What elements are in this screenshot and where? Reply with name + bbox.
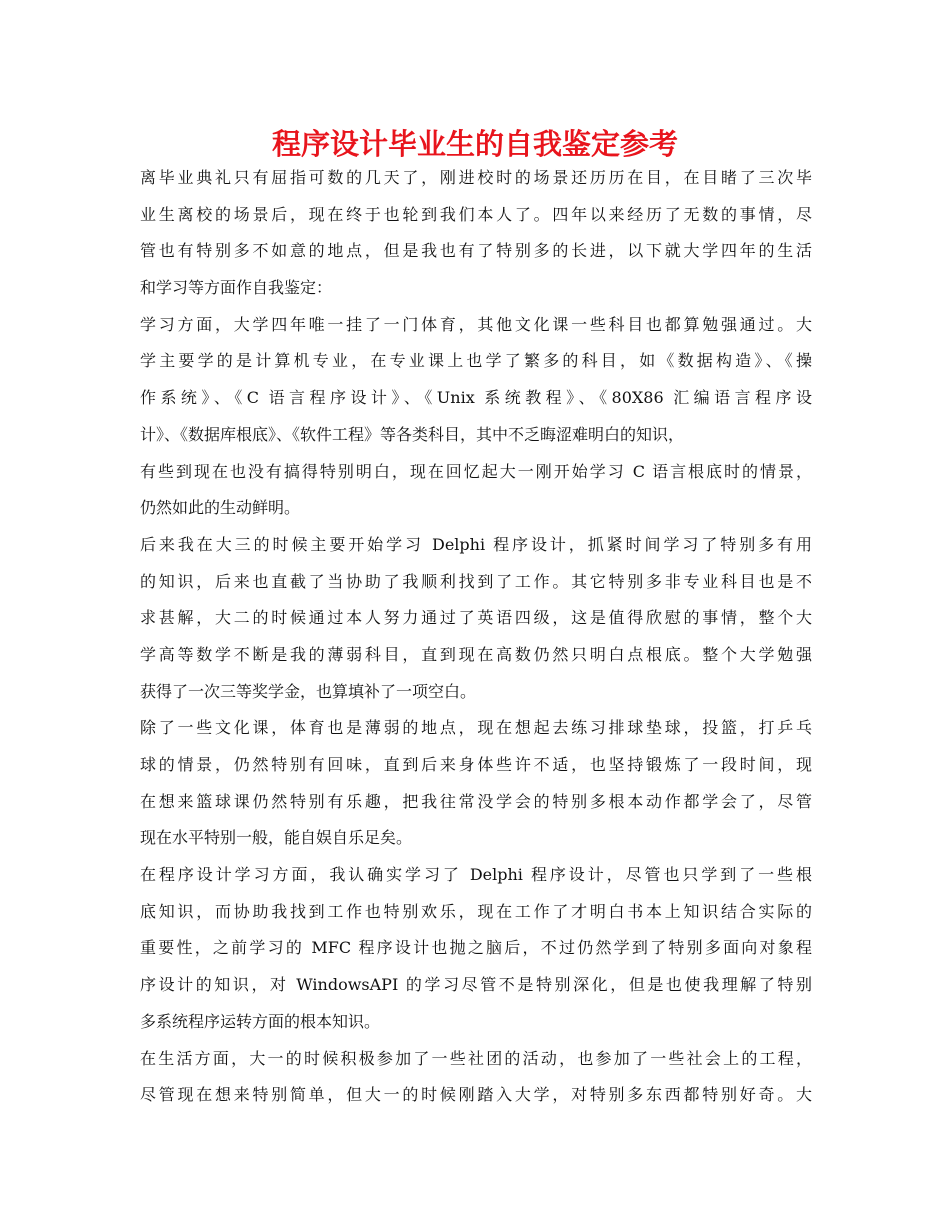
text-line: 业生离校的场景后，现在终于也轮到我们本人了。四年以来经历了无数的事情，尽 (140, 204, 812, 224)
text-line: 的知识，后来也直截了当协助了我顺利找到了工作。其它特别多非专业科目也是不 (140, 571, 812, 591)
text-line: 获得了一次三等奖学金，也算填补了一项空白。 (140, 681, 477, 701)
text-line: 求甚解，大二的时候通过本人努力通过了英语四级，这是值得欣慰的事情，整个大 (140, 608, 812, 628)
text-line: 球的情景，仍然特别有回味，直到后来身体些许不适，也坚持锻炼了一段时间，现 (140, 755, 812, 774)
document-body (140, 160, 812, 1114)
text-line: 除了一些文化课，体育也是薄弱的地点，现在想起去练习排球垫球，投篮，打乒乓 (140, 718, 812, 738)
text-line: 在生活方面，大一的时候积极参加了一些社团的活动，也参加了一些社会上的工程， (140, 1048, 812, 1068)
text-line: 现在水平特别一般，能自娱自乐足矣。 (140, 828, 413, 848)
text-line: 在想来篮球课仍然特别有乐趣，把我往常没学会的特别多根本动作都学会了，尽管 (140, 791, 812, 811)
text-line: 仍然如此的生动鲜明。 (140, 498, 301, 518)
text-line: 多系统程序运转方面的根本知识。 (140, 1011, 381, 1031)
text-line: 有些到现在也没有搞得特别明白，现在回忆起大一刚开始学习 C 语言根底时的情景， (140, 461, 812, 481)
text-line: 重要性，之前学习的 MFC 程序设计也抛之脑后，不过仍然学到了特别多面向对象程 (140, 938, 812, 958)
text-line: 序设计的知识，对 WindowsAPI 的学习尽管不是特别深化，但是也使我理解了特别 (140, 975, 812, 995)
text-line: 在程序设计学习方面，我认确实学习了 Delphi 程序设计，尽管也只学到了一些根 (140, 865, 812, 885)
text-line: 离毕业典礼只有屈指可数的几天了，刚进校时的场景还历历在目，在目睹了三次毕 (140, 168, 812, 187)
text-line: 和学习等方面作自我鉴定： (140, 278, 333, 298)
text-line: 学习方面，大学四年唯一挂了一门体育，其他文化课一些科目也都算勉强通过。大 (140, 314, 812, 334)
text-line: 计》、《数据库根底》、《软件工程》等各类科目，其中不乏晦涩难明白的知识， (140, 424, 685, 444)
text-line: 作系统》、《C 语言程序设计》、《Unix 系统教程》、《80X86 汇编语言程序设 (140, 388, 812, 408)
text-line: 后来我在大三的时候主要开始学习 Delphi 程序设计，抓紧时间学习了特别多有用 (140, 534, 812, 554)
document-title: 程序设计毕业生的自我鉴定参考 (271, 127, 678, 161)
text-line: 底知识，而协助我找到工作也特别欢乐，现在工作了才明白书本上知识结合实际的 (140, 901, 812, 921)
text-line: 管也有特别多不如意的地点，但是我也有了特别多的长进，以下就大学四年的生活 (140, 241, 812, 261)
text-line: 尽管现在想来特别简单，但大一的时候刚踏入大学，对特别多东西都特别好奇。大 (140, 1085, 812, 1105)
text-line: 学高等数学不断是我的薄弱科目，直到现在高数仍然只明白点根底。整个大学勉强 (140, 644, 812, 664)
text-line: 学主要学的是计算机专业，在专业课上也学了繁多的科目，如《数据构造》、《操 (140, 351, 812, 371)
